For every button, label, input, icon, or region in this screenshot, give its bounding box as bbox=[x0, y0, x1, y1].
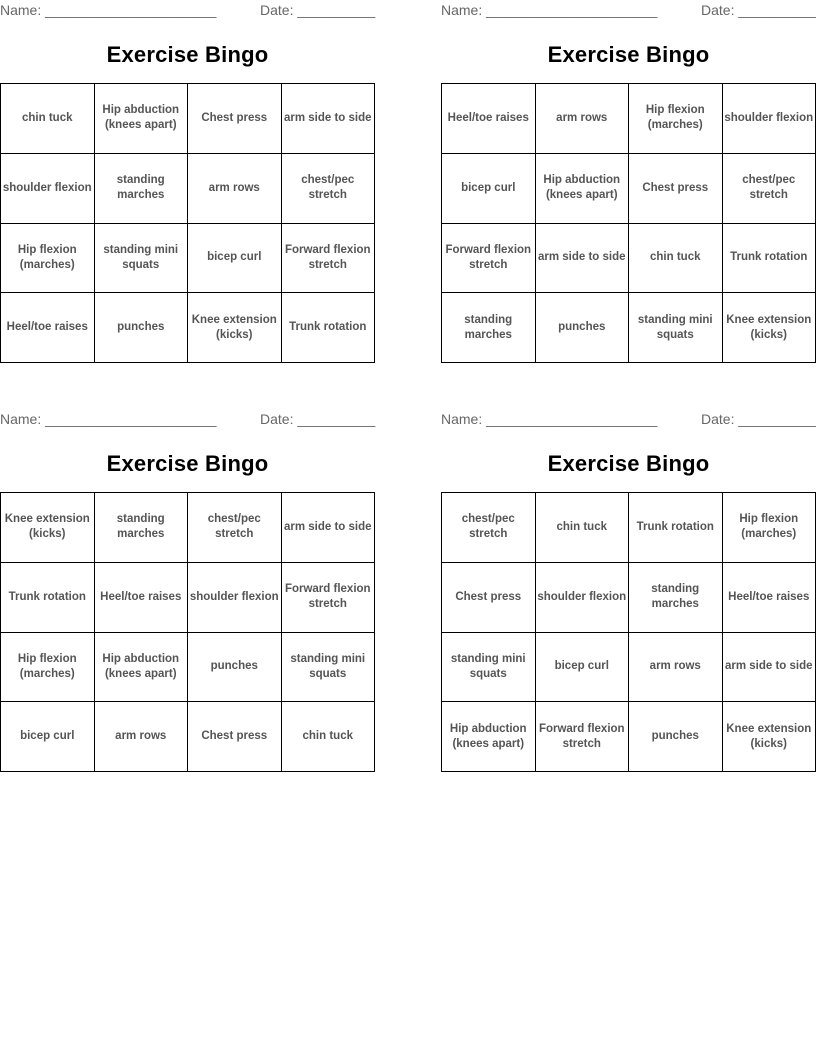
bingo-cell: bicep curl bbox=[188, 224, 282, 294]
bingo-cell: arm side to side bbox=[723, 633, 816, 703]
bingo-cell: Trunk rotation bbox=[1, 563, 95, 633]
name-field: Name: ______________________ bbox=[0, 2, 217, 18]
bingo-cell: Forward flexion stretch bbox=[282, 224, 376, 294]
bingo-cell: Trunk rotation bbox=[629, 493, 723, 563]
bingo-cell: Trunk rotation bbox=[723, 224, 816, 294]
bingo-cell: Forward flexion stretch bbox=[442, 224, 536, 294]
name-field: Name: ______________________ bbox=[441, 411, 658, 427]
bingo-cell: standing mini squats bbox=[282, 633, 376, 703]
bingo-cell: bicep curl bbox=[1, 702, 95, 772]
bingo-cell: Knee extension (kicks) bbox=[1, 493, 95, 563]
bingo-cell: Chest press bbox=[188, 84, 282, 154]
bingo-cell: Heel/toe raises bbox=[95, 563, 189, 633]
bingo-cell: arm rows bbox=[536, 84, 630, 154]
bingo-grid bbox=[441, 83, 816, 363]
bingo-cell: chest/pec stretch bbox=[188, 493, 282, 563]
date-field: Date: __________ bbox=[701, 2, 816, 18]
bingo-cell: shoulder flexion bbox=[1, 154, 95, 224]
bingo-grid bbox=[0, 83, 375, 363]
bingo-cell: shoulder flexion bbox=[723, 84, 816, 154]
bingo-cell: Hip flexion (marches) bbox=[1, 224, 95, 294]
bingo-cell: bicep curl bbox=[442, 154, 536, 224]
bingo-cell: standing marches bbox=[629, 563, 723, 633]
bingo-cell: chin tuck bbox=[1, 84, 95, 154]
bingo-cell: arm rows bbox=[629, 633, 723, 703]
bingo-cell: bicep curl bbox=[536, 633, 630, 703]
card-header bbox=[0, 409, 375, 429]
bingo-grid bbox=[441, 492, 816, 772]
bingo-cell: chest/pec stretch bbox=[442, 493, 536, 563]
bingo-cell: punches bbox=[188, 633, 282, 703]
date-field: Date: __________ bbox=[701, 411, 816, 427]
bingo-cell: Hip abduction (knees apart) bbox=[95, 84, 189, 154]
bingo-cell: standing marches bbox=[95, 154, 189, 224]
card-title: Exercise Bingo bbox=[106, 451, 269, 476]
card-title: Exercise Bingo bbox=[547, 451, 710, 476]
bingo-cell: standing mini squats bbox=[95, 224, 189, 294]
bingo-cell: chest/pec stretch bbox=[282, 154, 376, 224]
bingo-cell: Chest press bbox=[442, 563, 536, 633]
bingo-cell: arm rows bbox=[188, 154, 282, 224]
bingo-grid bbox=[0, 492, 375, 772]
bingo-cell: Hip abduction (knees apart) bbox=[442, 702, 536, 772]
bingo-cell: Forward flexion stretch bbox=[282, 563, 376, 633]
bingo-cell: arm rows bbox=[95, 702, 189, 772]
bingo-cell: standing marches bbox=[95, 493, 189, 563]
bingo-cell: Chest press bbox=[188, 702, 282, 772]
bingo-cell: Heel/toe raises bbox=[442, 84, 536, 154]
bingo-cell: standing mini squats bbox=[442, 633, 536, 703]
bingo-cell: Heel/toe raises bbox=[723, 563, 816, 633]
bingo-cell: Knee extension (kicks) bbox=[723, 702, 816, 772]
bingo-cell: arm side to side bbox=[536, 224, 630, 294]
bingo-cell: arm side to side bbox=[282, 493, 376, 563]
bingo-cell: Hip flexion (marches) bbox=[723, 493, 816, 563]
bingo-cell: Chest press bbox=[629, 154, 723, 224]
bingo-cell: chest/pec stretch bbox=[723, 154, 816, 224]
name-field: Name: ______________________ bbox=[0, 411, 217, 427]
bingo-cell: chin tuck bbox=[536, 493, 630, 563]
date-field: Date: __________ bbox=[260, 411, 376, 427]
bingo-cell: punches bbox=[629, 702, 723, 772]
bingo-cell: Hip abduction (knees apart) bbox=[536, 154, 630, 224]
card-header bbox=[441, 0, 816, 20]
date-field: Date: __________ bbox=[260, 2, 376, 18]
bingo-cell: punches bbox=[95, 293, 189, 363]
bingo-cell: shoulder flexion bbox=[536, 563, 630, 633]
bingo-cell: Forward flexion stretch bbox=[536, 702, 630, 772]
bingo-cell: Heel/toe raises bbox=[1, 293, 95, 363]
card-title: Exercise Bingo bbox=[106, 42, 269, 67]
bingo-cell: Trunk rotation bbox=[282, 293, 376, 363]
bingo-cell: arm side to side bbox=[282, 84, 376, 154]
bingo-cell: Hip abduction (knees apart) bbox=[95, 633, 189, 703]
bingo-cell: shoulder flexion bbox=[188, 563, 282, 633]
card-header bbox=[441, 409, 816, 429]
card-title: Exercise Bingo bbox=[547, 42, 710, 67]
name-field: Name: ______________________ bbox=[441, 2, 658, 18]
bingo-cell: Hip flexion (marches) bbox=[1, 633, 95, 703]
bingo-cell: Hip flexion (marches) bbox=[629, 84, 723, 154]
bingo-cell: punches bbox=[536, 293, 630, 363]
card-header bbox=[0, 0, 375, 20]
bingo-cell: Knee extension (kicks) bbox=[188, 293, 282, 363]
bingo-cell: standing marches bbox=[442, 293, 536, 363]
bingo-cell: chin tuck bbox=[629, 224, 723, 294]
bingo-cell: standing mini squats bbox=[629, 293, 723, 363]
bingo-cell: chin tuck bbox=[282, 702, 376, 772]
bingo-cell: Knee extension (kicks) bbox=[723, 293, 816, 363]
